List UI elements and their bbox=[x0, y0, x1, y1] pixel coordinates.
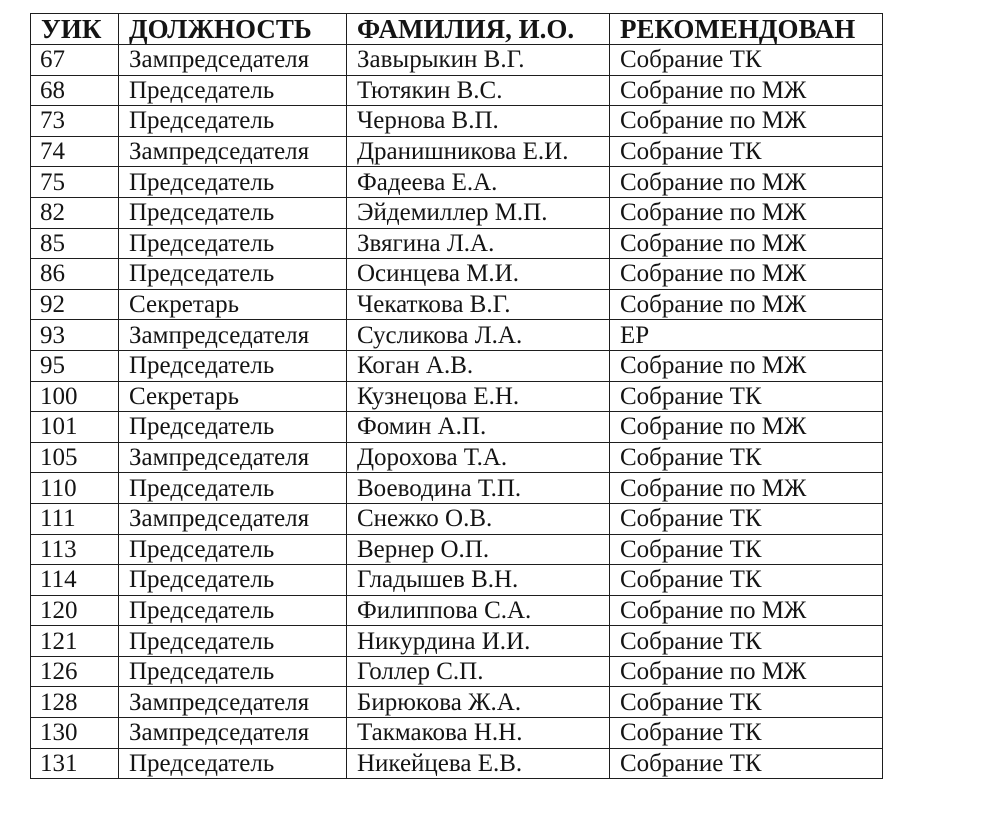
cell-uik: 121 bbox=[31, 626, 119, 657]
cell-position: Председатель bbox=[119, 656, 347, 687]
cell-uik: 95 bbox=[31, 350, 119, 381]
cell-position: Председатель bbox=[119, 534, 347, 565]
header-uik: УИК bbox=[31, 14, 119, 45]
cell-position: Председатель bbox=[119, 595, 347, 626]
cell-recommended-by: Собрание по МЖ bbox=[610, 595, 883, 626]
cell-full-name: Эйдемиллер М.П. bbox=[347, 197, 610, 228]
cell-uik: 93 bbox=[31, 320, 119, 351]
table-row bbox=[31, 442, 883, 473]
table-row bbox=[31, 289, 883, 320]
table-row bbox=[31, 626, 883, 657]
cell-full-name: Филиппова С.А. bbox=[347, 595, 610, 626]
cell-recommended-by: Собрание по МЖ bbox=[610, 289, 883, 320]
cell-recommended-by: Собрание по МЖ bbox=[610, 412, 883, 443]
cell-position: Зампредседателя bbox=[119, 320, 347, 351]
table-row bbox=[31, 503, 883, 534]
cell-position: Председатель bbox=[119, 412, 347, 443]
cell-recommended-by: Собрание по МЖ bbox=[610, 656, 883, 687]
cell-position: Секретарь bbox=[119, 381, 347, 412]
table-row bbox=[31, 381, 883, 412]
cell-position: Председатель bbox=[119, 473, 347, 504]
cell-position: Председатель bbox=[119, 167, 347, 198]
table-row bbox=[31, 45, 883, 76]
cell-position: Зампредседателя bbox=[119, 136, 347, 167]
cell-uik: 113 bbox=[31, 534, 119, 565]
header-recommended-by: РЕКОМЕНДОВАН bbox=[610, 14, 883, 45]
cell-full-name: Дранишникова Е.И. bbox=[347, 136, 610, 167]
cell-position: Председатель bbox=[119, 228, 347, 259]
table-row bbox=[31, 106, 883, 137]
cell-recommended-by: Собрание по МЖ bbox=[610, 106, 883, 137]
cell-full-name: Чекаткова В.Г. bbox=[347, 289, 610, 320]
table-row bbox=[31, 473, 883, 504]
cell-position: Зампредседателя bbox=[119, 503, 347, 534]
cell-position: Зампредседателя bbox=[119, 45, 347, 76]
cell-position: Председатель bbox=[119, 106, 347, 137]
cell-uik: 73 bbox=[31, 106, 119, 137]
cell-full-name: Звягина Л.А. bbox=[347, 228, 610, 259]
cell-full-name: Осинцева М.И. bbox=[347, 259, 610, 290]
cell-position: Председатель bbox=[119, 626, 347, 657]
table-row bbox=[31, 197, 883, 228]
commission-members-table bbox=[30, 13, 883, 779]
cell-position: Зампредседателя bbox=[119, 442, 347, 473]
cell-full-name: Такмакова Н.Н. bbox=[347, 718, 610, 749]
table-row bbox=[31, 656, 883, 687]
cell-position: Секретарь bbox=[119, 289, 347, 320]
cell-position: Председатель bbox=[119, 75, 347, 106]
cell-full-name: Голлер С.П. bbox=[347, 656, 610, 687]
cell-uik: 101 bbox=[31, 412, 119, 443]
cell-full-name: Завырыкин В.Г. bbox=[347, 45, 610, 76]
cell-full-name: Никурдина И.И. bbox=[347, 626, 610, 657]
table-row bbox=[31, 75, 883, 106]
table-row bbox=[31, 748, 883, 779]
cell-recommended-by: Собрание ТК bbox=[610, 565, 883, 596]
cell-recommended-by: Собрание ТК bbox=[610, 748, 883, 779]
cell-recommended-by: Собрание ТК bbox=[610, 442, 883, 473]
cell-recommended-by: Собрание ТК bbox=[610, 718, 883, 749]
table-row bbox=[31, 167, 883, 198]
cell-uik: 85 bbox=[31, 228, 119, 259]
table-body bbox=[31, 45, 883, 779]
cell-uik: 68 bbox=[31, 75, 119, 106]
cell-recommended-by: Собрание ТК bbox=[610, 381, 883, 412]
cell-recommended-by: Собрание по МЖ bbox=[610, 228, 883, 259]
cell-full-name: Сусликова Л.А. bbox=[347, 320, 610, 351]
cell-full-name: Кузнецова Е.Н. bbox=[347, 381, 610, 412]
table-row bbox=[31, 136, 883, 167]
cell-full-name: Воеводина Т.П. bbox=[347, 473, 610, 504]
cell-full-name: Тютякин В.С. bbox=[347, 75, 610, 106]
cell-uik: 128 bbox=[31, 687, 119, 718]
cell-uik: 120 bbox=[31, 595, 119, 626]
cell-uik: 92 bbox=[31, 289, 119, 320]
cell-recommended-by: Собрание по МЖ bbox=[610, 197, 883, 228]
cell-recommended-by: Собрание по МЖ bbox=[610, 167, 883, 198]
cell-full-name: Дорохова Т.А. bbox=[347, 442, 610, 473]
cell-uik: 100 bbox=[31, 381, 119, 412]
table-row bbox=[31, 350, 883, 381]
header-full-name: ФАМИЛИЯ, И.О. bbox=[347, 14, 610, 45]
cell-uik: 67 bbox=[31, 45, 119, 76]
cell-full-name: Чернова В.П. bbox=[347, 106, 610, 137]
header-position: ДОЛЖНОСТЬ bbox=[119, 14, 347, 45]
table-row bbox=[31, 534, 883, 565]
cell-position: Председатель bbox=[119, 748, 347, 779]
cell-recommended-by: Собрание ТК bbox=[610, 136, 883, 167]
cell-uik: 131 bbox=[31, 748, 119, 779]
cell-full-name: Вернер О.П. bbox=[347, 534, 610, 565]
table-row bbox=[31, 565, 883, 596]
cell-uik: 105 bbox=[31, 442, 119, 473]
cell-position: Зампредседателя bbox=[119, 687, 347, 718]
cell-uik: 130 bbox=[31, 718, 119, 749]
cell-full-name: Бирюкова Ж.А. bbox=[347, 687, 610, 718]
cell-recommended-by: Собрание по МЖ bbox=[610, 75, 883, 106]
cell-uik: 82 bbox=[31, 197, 119, 228]
cell-recommended-by: ЕР bbox=[610, 320, 883, 351]
cell-recommended-by: Собрание по МЖ bbox=[610, 259, 883, 290]
cell-recommended-by: Собрание ТК bbox=[610, 503, 883, 534]
table-row bbox=[31, 595, 883, 626]
cell-full-name: Никейцева Е.В. bbox=[347, 748, 610, 779]
cell-uik: 75 bbox=[31, 167, 119, 198]
table-row bbox=[31, 228, 883, 259]
table-row bbox=[31, 412, 883, 443]
table-row bbox=[31, 718, 883, 749]
cell-full-name: Фомин А.П. bbox=[347, 412, 610, 443]
cell-recommended-by: Собрание ТК bbox=[610, 45, 883, 76]
table-row bbox=[31, 687, 883, 718]
cell-full-name: Гладышев В.Н. bbox=[347, 565, 610, 596]
cell-recommended-by: Собрание ТК bbox=[610, 626, 883, 657]
cell-position: Председатель bbox=[119, 350, 347, 381]
cell-full-name: Фадеева Е.А. bbox=[347, 167, 610, 198]
cell-uik: 74 bbox=[31, 136, 119, 167]
cell-position: Председатель bbox=[119, 565, 347, 596]
cell-recommended-by: Собрание по МЖ bbox=[610, 473, 883, 504]
header-row bbox=[31, 14, 883, 45]
cell-uik: 86 bbox=[31, 259, 119, 290]
cell-uik: 111 bbox=[31, 503, 119, 534]
cell-uik: 126 bbox=[31, 656, 119, 687]
cell-position: Зампредседателя bbox=[119, 718, 347, 749]
cell-position: Председатель bbox=[119, 259, 347, 290]
cell-position: Председатель bbox=[119, 197, 347, 228]
cell-recommended-by: Собрание ТК bbox=[610, 534, 883, 565]
cell-full-name: Коган А.В. bbox=[347, 350, 610, 381]
cell-recommended-by: Собрание ТК bbox=[610, 687, 883, 718]
cell-uik: 114 bbox=[31, 565, 119, 596]
table-row bbox=[31, 259, 883, 290]
cell-full-name: Снежко О.В. bbox=[347, 503, 610, 534]
table-row bbox=[31, 320, 883, 351]
cell-recommended-by: Собрание по МЖ bbox=[610, 350, 883, 381]
table-header bbox=[31, 14, 883, 45]
cell-uik: 110 bbox=[31, 473, 119, 504]
